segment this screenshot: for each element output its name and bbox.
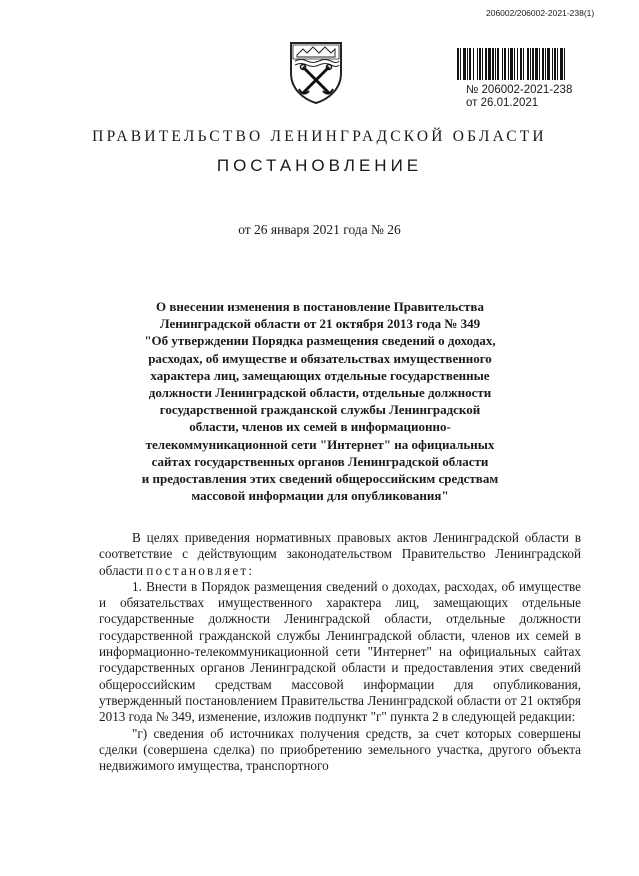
barcode-bar [457, 48, 459, 80]
barcode-bar [542, 48, 544, 80]
preamble-text: В целях приведения нормативных правовых актов Ленинградской области в соответствие с действующим законодательством Правительство Ленинградской области [99, 530, 581, 578]
barcode-bar [560, 48, 563, 80]
barcode-bar [467, 48, 468, 80]
barcode-bar [532, 48, 534, 80]
title-line: государственной гражданской службы Ленинградской [159, 402, 481, 418]
barcode-bar [530, 48, 531, 80]
barcode-bar [504, 48, 506, 80]
title-line: сайтах государственных органов Ленинградской области [151, 453, 489, 469]
barcode-bar [488, 48, 491, 80]
title-line: телекоммуникационной сети "Интернет" на официальных [145, 436, 495, 452]
barcode-bar [497, 48, 499, 80]
title-line: расходах, об имуществе и обязательствах имущественного [148, 350, 492, 366]
barcode-bar [527, 48, 529, 80]
barcode-bar [508, 48, 509, 80]
barcode-bar [492, 48, 494, 80]
barcode-bar [545, 48, 546, 80]
barcode-icon [456, 48, 620, 80]
barcode-bar [479, 48, 481, 80]
title-line: массовой информации для опубликования" [191, 488, 449, 504]
organization-name: ПРАВИТЕЛЬСТВО ЛЕНИНГРАДСКОЙ ОБЛАСТИ [92, 128, 547, 145]
registration-date: от 26.01.2021 [466, 97, 539, 109]
barcode-bar [473, 48, 474, 80]
barcode-bar [547, 48, 550, 80]
barcode-bar [463, 48, 466, 80]
barcode-bar [554, 48, 556, 80]
barcode-bar [485, 48, 487, 80]
document-reference-code: 206002/206002-2021-238(1) [486, 8, 595, 18]
barcode-bar [460, 48, 461, 80]
document-type: ПОСТАНОВЛЕНИЕ [216, 156, 423, 175]
barcode-bar [523, 48, 524, 80]
barcode-bar [557, 48, 558, 80]
title-line: характера лиц, замещающих отдельные государственные [150, 367, 490, 383]
subitem-g-paragraph: "г) сведения об источниках получения средств, за счет которых совершены сделки (совершена сделка) по приобретению земельного участка, другого объекта недвижимого имущества, транспортного [99, 725, 581, 774]
item-1-paragraph: 1. Внести в Порядок размещения сведений о доходах, расходах, об имуществе и обязательствах имущественного характера лиц, замещающих отдельные государственные должности Ленинградской области, отдельные должности государственной гражданской службы Ленинградской области, членов их семей в информационно-телекоммуникационной сети "Интернет" на официальных сайтах государственных органов Ленинградской области и предоставления этих сведений общероссийским средствам массовой информации для опубликования, утвержденный постановлением Правительства Ленинградской области от 21 октября 2013 года № 349, изменение, изложив подпункт "г" пункта 2 в следующей редакции: [99, 578, 581, 725]
preamble-paragraph [99, 530, 581, 579]
decrees-word: постановляет: [146, 562, 255, 578]
title-line: "Об утверждении Порядка размещения сведений о доходах, [144, 333, 496, 349]
barcode-bar [539, 48, 540, 80]
barcode-bar [535, 48, 538, 80]
barcode-bar [564, 48, 565, 80]
registration-number: № 206002-2021-238 [466, 84, 573, 96]
barcode-bar [477, 48, 478, 80]
document-title [110, 298, 530, 504]
title-line: и предоставления этих сведений общероссийским средствам [141, 471, 499, 487]
title-line: О внесении изменения в постановление Правительства [156, 299, 484, 314]
barcode-bar [482, 48, 483, 80]
barcode-bar [502, 48, 503, 80]
barcode-bar [517, 48, 518, 80]
document-date-number: от 26 января 2021 года № 26 [238, 222, 401, 237]
barcode-bar [510, 48, 513, 80]
barcode-bar [520, 48, 522, 80]
barcode-bar [552, 48, 553, 80]
title-line: Ленинградской области от 21 октября 2013 года № 349 [159, 316, 481, 332]
leningrad-oblast-coat-of-arms-icon [287, 39, 345, 105]
barcode-bar [469, 48, 471, 80]
title-line: должности Ленинградской области, отдельные должности [148, 385, 492, 401]
barcode-bar [514, 48, 515, 80]
barcode-bar [495, 48, 496, 80]
document-body [99, 530, 581, 774]
title-line: области, членов их семей в информационно- [189, 419, 451, 435]
